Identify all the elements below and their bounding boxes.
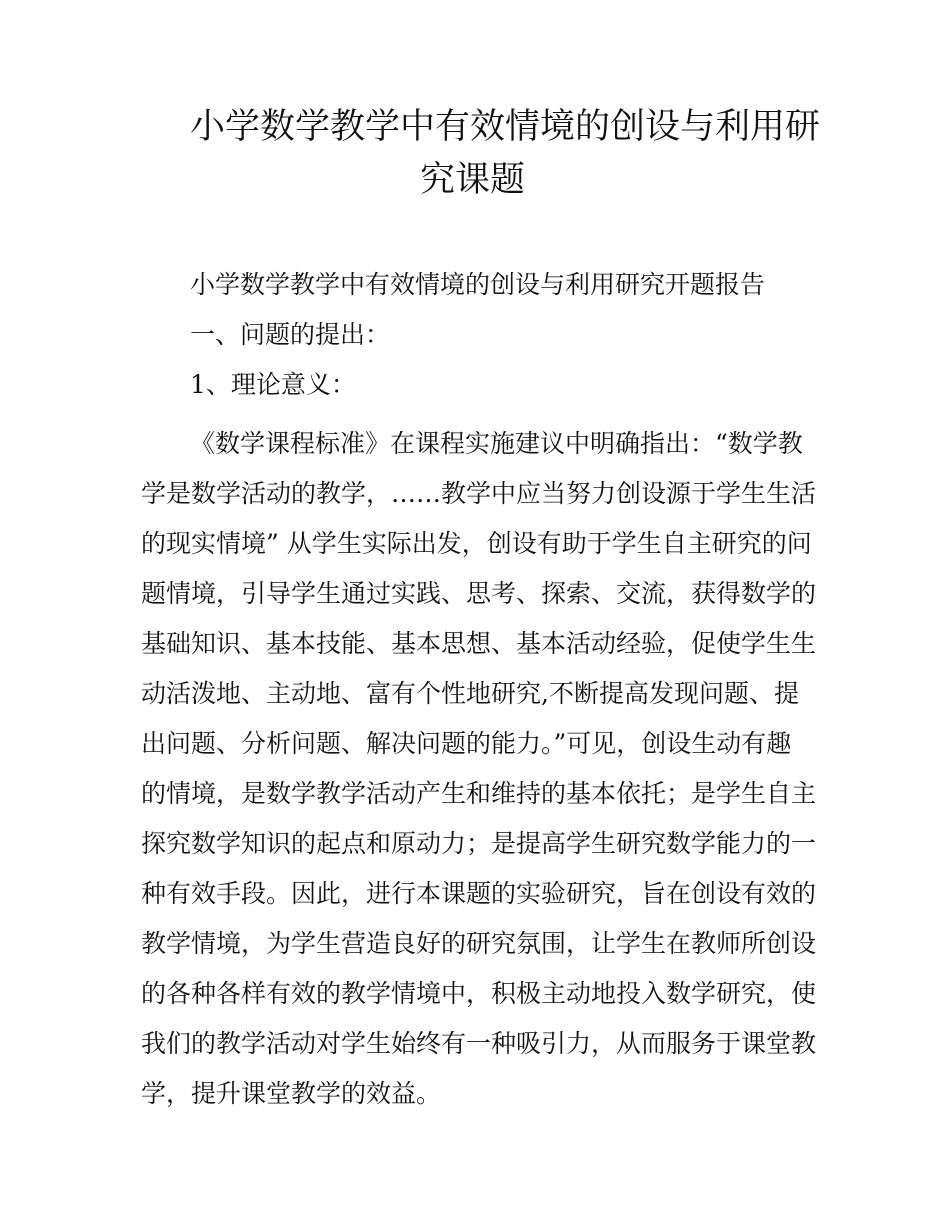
document-title [190, 101, 830, 207]
paragraph-line: 探究数学知识的起点和原动力；是提高学生研究数学能力的一 [141, 829, 817, 858]
subsection-heading: 1、理论意义： [190, 370, 356, 399]
paragraph-line: 学，提升课堂教学的效益。 [141, 1079, 442, 1108]
paragraph-line: 《数学课程标准》在课程实施建议中明确指出：“数学教 [190, 429, 803, 458]
section-heading: 一、问题的提出： [190, 320, 391, 349]
title-line-1: 小学数学教学中有效情境的创设与利用研 [190, 107, 821, 147]
paragraph-line: 教学情境，为学生营造良好的研究氛围，让学生在教师所创设 [141, 929, 817, 958]
paragraph-line: 种有效手段。因此，进行本课题的实验研究，旨在创设有效的 [141, 879, 817, 908]
title-line-2: 究课题 [420, 160, 526, 200]
report-subtitle: 小学数学教学中有效情境的创设与利用研究开题报告 [190, 270, 766, 299]
paragraph-line: 出问题、分析问题、解决问题的能力。”可见，创设生动有趣 [141, 729, 792, 758]
paragraph-line: 的各种各样有效的教学情境中，积极主动地投入数学研究，使 [141, 979, 817, 1008]
paragraph-line: 基础知识、基本技能、基本思想、基本活动经验，促使学生生 [141, 629, 817, 658]
paragraph-line: 题情境，引导学生通过实践、思考、探索、交流，获得数学的 [141, 579, 817, 608]
paragraph-line: 的情境，是数学教学活动产生和维持的基本依托；是学生自主 [141, 779, 817, 808]
paragraph-line: 的现实情境” 从学生实际出发，创设有助于学生自主研究的问 [141, 529, 812, 558]
paragraph-line: 学是数学活动的教学，……教学中应当努力创设源于学生生活 [141, 479, 817, 508]
paragraph-line: 我们的教学活动对学生始终有一种吸引力，从而服务于课堂教 [141, 1029, 817, 1058]
body-paragraph [141, 419, 821, 1119]
paragraph-line: 动活泼地、主动地、富有个性地研究,不断提高发现问题、提 [141, 679, 799, 708]
